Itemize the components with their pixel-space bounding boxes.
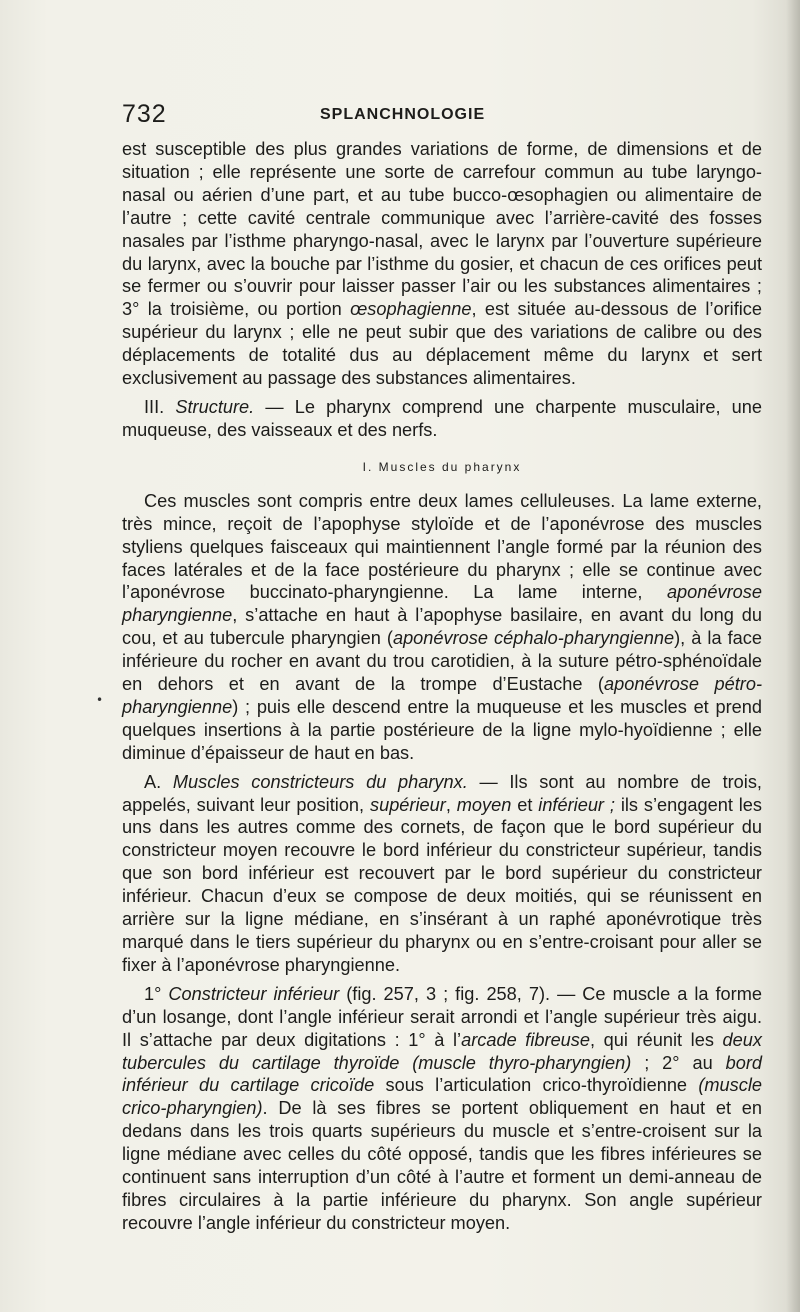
page-edge-shadow [786, 0, 800, 1312]
body-text [122, 138, 762, 1235]
page-header [122, 100, 762, 130]
paragraph-structure: III. Structure. — Le pharynx comprend une charpente musculaire, une muqueuse, des vaisseaux et des nerfs. [122, 396, 763, 440]
margin-bullet-mark: • [96, 693, 104, 707]
paragraph-celluleuses: Ces muscles sont compris entre deux lames celluleuses. La lame externe, très mince, reçoit de l’apophyse styloïde et de l’aponévrose des muscles styliens quelques faisceaux qui maintiennent l’angle formé par la réunion des faces latérales et de la face postérieure du pharynx ; elle se continue avec l’aponévrose buccinato-pharyngienne. La lame interne, aponévrose pharyngienne, s’attache en haut à l’apophyse basilaire, en avant du long du cou, et au tubercule pharyngien (aponévrose céphalo-pharyngienne), à la face inférieure du rocher en avant du trou carotidien, à la suture pétro-sphénoïdale en dehors et en avant de la trompe d’Eustache (aponévrose pétro-pharyngienne) ; puis elle descend entre la muqueuse et les muscles et prend quelques insertions à la partie postérieure de la ligne mylo-hyoïdienne ; elle diminue d’épaisseur de haut en bas. [122, 490, 762, 763]
paragraph-constricteurs: A. Muscles constricteurs du pharynx. — Ils sont au nombre de trois, appelés, suivant leur position, supérieur, moyen et inférieur ; ils s’engagent les uns dans les autres comme des cornets, de façon que le bord supérieur du constricteur moyen recouvre le bord inférieur du constricteur supérieur, tandis que son bord inférieur est recouvert par le bord supérieur du constricteur inférieur. Chacun d’eux se compose de deux moitiés, qui se réunissent en arrière sur la ligne médiane, en s’insérant à un raphé aponévrotique très marqué dans le tiers supérieur du pharynx ou en s’entre-croisant pour aller se fixer à l’aponévrose pharyngienne. [122, 771, 762, 975]
paragraph-constricteur-inferieur: 1° Constricteur inférieur (fig. 257, 3 ; fig. 258, 7). — Ce muscle a la forme d’un losange, dont l’angle inférieur serait arrondi et l’angle supérieur très aigu. Il s’attache par deux digitations : 1° à l’arcade fibreuse, qui réunit les deux tubercules du cartilage thyroïde (muscle thyro-pharyngien) ; 2° au bord inférieur du cartilage cricoïde sous l’articulation crico-thyroïdienne (muscle crico-pharyngien). De là ses fibres se portent obliquement en haut et en dedans dans les trois quarts supérieurs du muscle et s’entre-croisent sur la ligne médiane avec celles du côté opposé, tandis que les fibres inférieures se continuent sans interruption d’un côté à l’autre et forment un demi-anneau de fibres circulaires à la partie inférieure du pharynx. Son angle supérieur recouvre l’angle inférieur du constricteur moyen. [122, 983, 763, 1233]
page-number: 732 [122, 100, 167, 128]
running-head: SPLANCHNOLOGIE [320, 106, 486, 123]
section-title: I. Muscles du pharynx [362, 459, 522, 474]
paragraph-pharynx-portions: est susceptible des plus grandes variations de forme, de dimensions et de situation ; elle représente une sorte de carrefour commun au tube laryngo-nasal ou aérien d’une part, et au tube bucco-œsophagien ou alimentaire de l’autre ; cette cavité centrale communique avec l’arrière-cavité des fosses nasales par l’isthme pharyngo-nasal, avec le larynx par l’ouverture supérieure du larynx, avec la bouche par l’isthme du gosier, et chacun de ces orifices peut se fermer ou s’ouvrir pour laisser passer l’air ou les substances alimentaires ; 3° la troisième, ou portion œsophagienne, est située au-dessous de l’orifice supérieur du larynx ; elle ne peut subir que des variations de calibre ou des déplacements de totalité dus au déplacement même du larynx et sert exclusivement au passage des substances alimentaires. [122, 139, 763, 389]
